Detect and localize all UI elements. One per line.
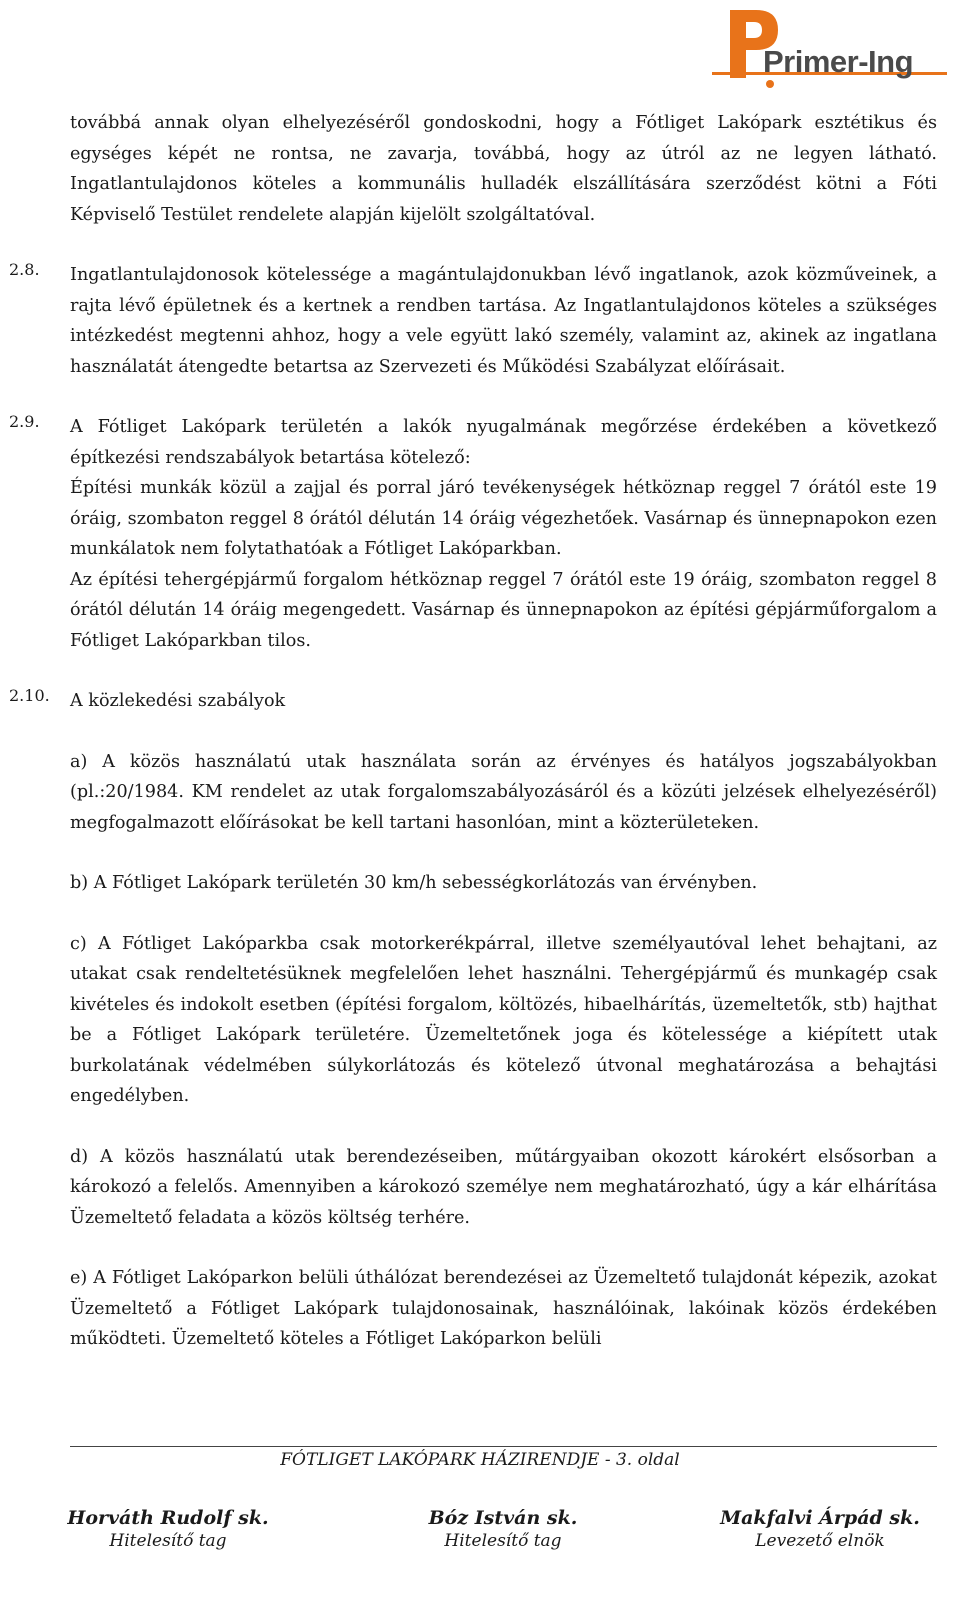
signature-1: [58, 1507, 278, 1551]
signature-3: [710, 1507, 930, 1551]
traffic-rule-d: d) A közös használatú utak berendezéseiben, műtárgyaiban okozott károkért elsősorban a károkozó a felelős. Amennyiben a károkozó személye nem meghatározható, úgy a kár elhárítása Üzemeltető feladata a közös költség terhére.: [70, 1146, 937, 1228]
footer-title: FÓTLIGET LAKÓPARK HÁZIRENDJE - 3. oldal: [280, 1450, 680, 1470]
signature-role: Levezető elnök: [755, 1531, 885, 1551]
traffic-rule-b: b) A Fótliget Lakópark területén 30 km/h sebességkorlátozás van érvényben.: [70, 873, 758, 893]
section-number: 2.8.: [9, 260, 40, 279]
section-2-8-text: Ingatlantulajdonosok kötelessége a magántulajdonukban lévő ingatlanok, azok közműveinek, a rajta lévő épületnek és a kertnek a rendben tartása. Az Ingatlantulajdonos köteles a szükséges intézkedést megtenni ahhoz, hogy a vele együtt lakó személy, valamint az, akinek az ingatlana használatát átengedte betartsa az Szervezeti és Működési Szabályzat előírásait.: [70, 265, 937, 377]
signature-2: [398, 1507, 608, 1551]
logo-brand-text: Primer-Ing: [763, 44, 914, 79]
section-number: 2.9.: [9, 412, 40, 431]
traffic-rule-e: e) A Fótliget Lakóparkon belüli úthálózat berendezései az Üzemeltető tulajdonát képezik, azokat Üzemeltető a Fótliget Lakópark tulajdonosainak, használóinak, lakóinak közös érdekében működteti. Üzemeltető köteles a Fótliget Lakóparkon belüli: [70, 1268, 937, 1349]
traffic-rule-a: a) A közös használatú utak használata során az érvényes és hatályos jogszabályokban (pl.:20/1984. KM rendelet az utak forgalomszabályozásáról és a közúti jelzések elhelyezéséről) megfogalmazott előírásokat be kell tartani hasonlóan, mint a közterületeken.: [70, 751, 937, 833]
section-2-10: [9, 686, 937, 1355]
section-number: 2.10.: [9, 686, 50, 705]
section-2-9-intro: A Fótliget Lakópark területén a lakók nyugalmának megőrzése érdekében a következő építkezési rendszabályok betartása kötelező:: [70, 417, 937, 468]
signature-name: Bóz István sk.: [428, 1507, 578, 1529]
signature-role: Hitelesítő tag: [444, 1531, 562, 1551]
section-2-9: [9, 412, 937, 656]
document-body: [9, 108, 937, 1355]
traffic-rule-c: c) A Fótliget Lakóparkba csak motorkerékpárral, illetve személyautóval lehet behajtani, az utakat csak rendeltetésüknek megfelelően lehet használni. Tehergépjármű és munkagép csak kivételes és indokolt esetben (építési forgalom, költözés, hibaelhárítás, üzemeltetők, stb) hajthat be a Fótliget Lakópark területére. Üzemeltetőnek joga és kötelessége a kiépített utak burkolatának védelmében súlykorlátozás és kötelező útvonal meghatározása a behajtási engedélyben.: [70, 933, 937, 1106]
signature-role: Hitelesítő tag: [109, 1531, 227, 1551]
signature-name: Horváth Rudolf sk.: [67, 1507, 269, 1529]
section-2-8: [9, 260, 937, 382]
signature-name: Makfalvi Árpád sk.: [720, 1507, 920, 1529]
section-2-9-para1: Építési munkák közül a zajjal és porral járó tevékenységek hétköznap reggel 7 órától este 19 óráig, szombaton reggel 8 órától délután 14 óráig végezhetőek. Vasárnap és ünnepnapokon ezen munkálatok nem folytathatóak a Fótliget Lakóparkban.: [70, 478, 937, 559]
intro-paragraph: továbbá annak olyan elhelyezéséről gondoskodni, hogy a Fótliget Lakópark esztétikus és egységes képét ne rontsa, ne zavarja, továbbá, hogy az útról az ne legyen látható. Ingatlantulajdonos köteles a kommunális hulladék elszállítására szerződést kötni a Fóti Képviselő Testület rendelete alapján kijelölt szolgáltatóval.: [70, 113, 937, 225]
section-2-9-para2: Az építési tehergépjármű forgalom hétköznap reggel 7 órától este 19 óráig, szombaton reggel 8 órától délután 14 óráig megengedett. Vasárnap és ünnepnapokon az építési gépjárműforgalom a Fótliget Lakóparkban tilos.: [70, 569, 937, 651]
section-2-10-heading: A közlekedési szabályok: [70, 691, 286, 711]
footer-divider: [70, 1446, 937, 1447]
